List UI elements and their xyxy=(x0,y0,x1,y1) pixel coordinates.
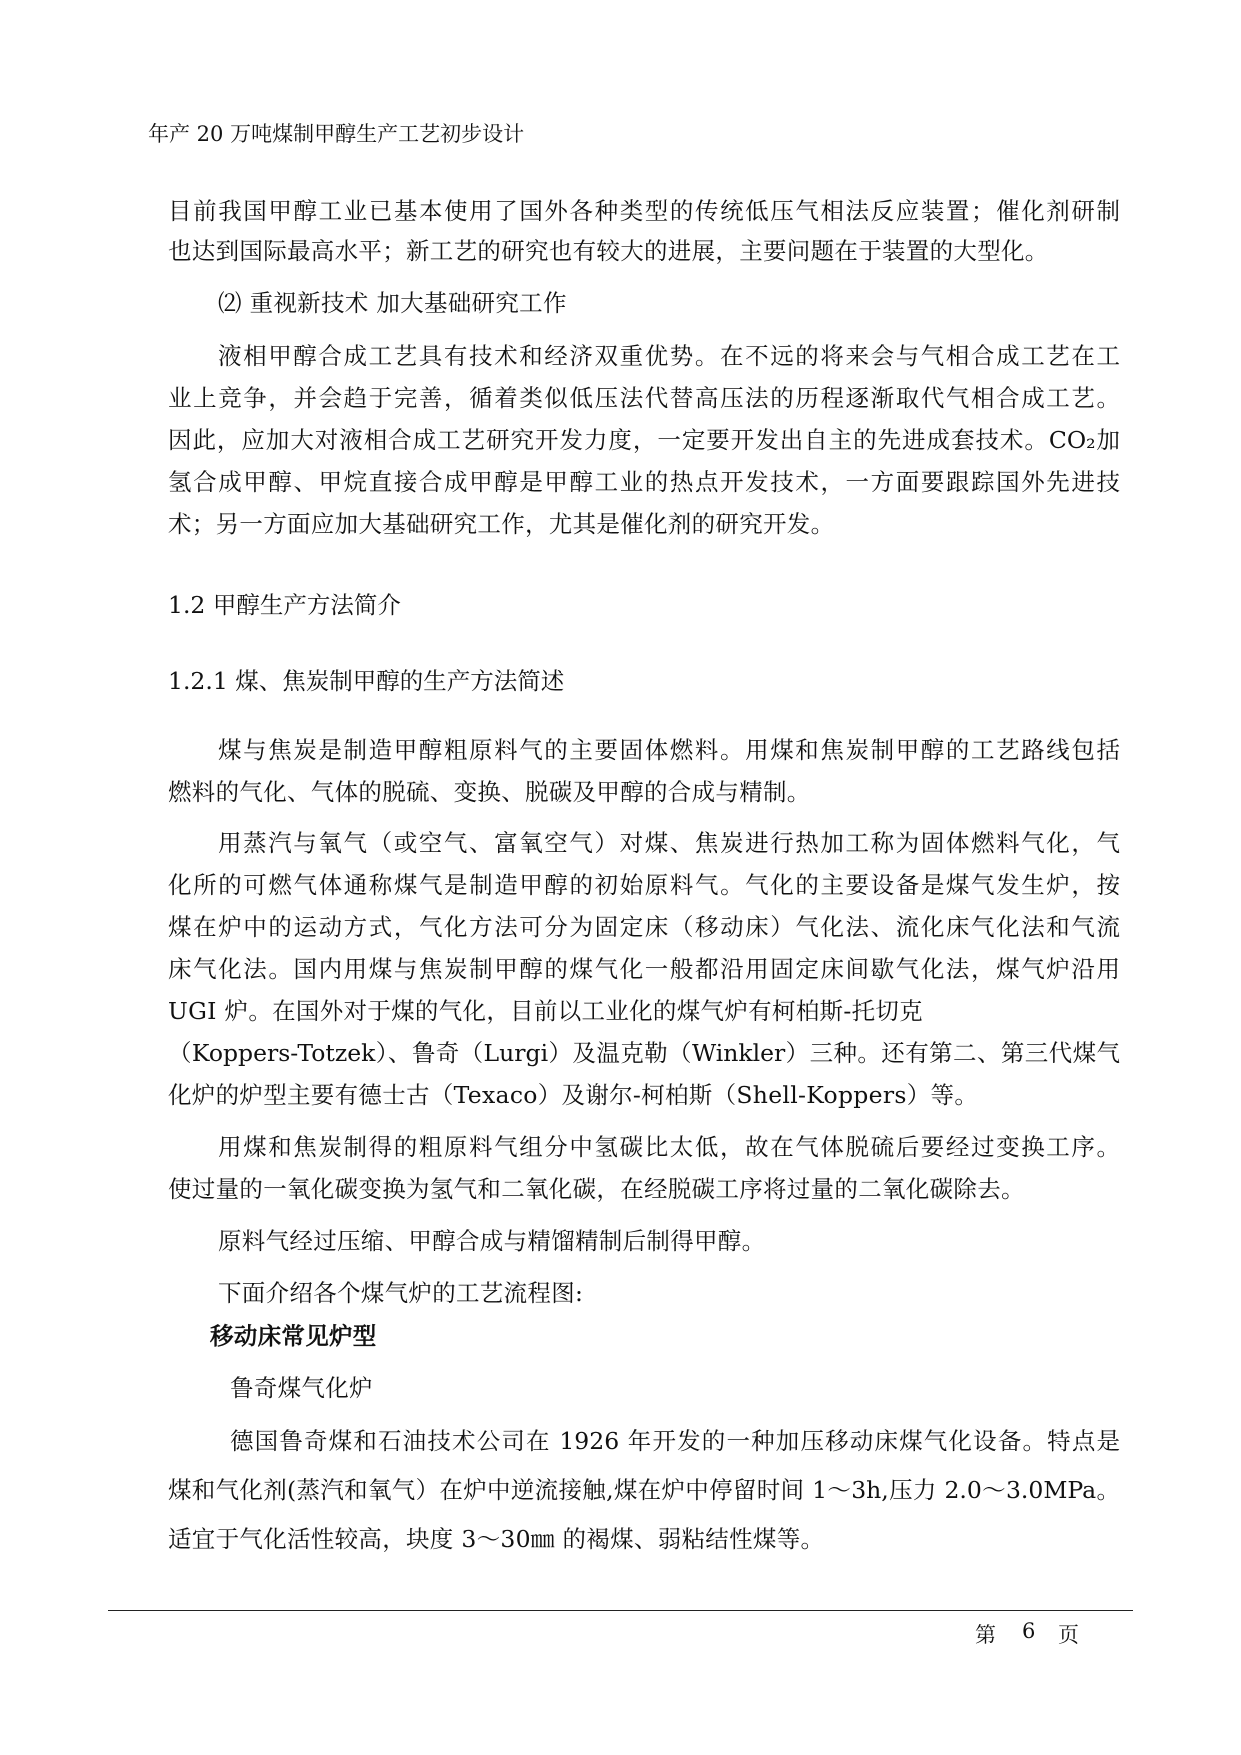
page-number: 6 xyxy=(1022,1619,1036,1643)
body-line: 术；另一方面应加大基础研究工作，尤其是催化剂的研究开发。 xyxy=(168,510,835,538)
body-line: 原料气经过压缩、甲醇合成与精馏精制后制得甲醇。 xyxy=(218,1227,766,1255)
body-line: 液相甲醇合成工艺具有技术和经济双重优势。在不远的将来会与气相合成工艺在工 xyxy=(218,342,1120,370)
body-line: 下面介绍各个煤气炉的工艺流程图: xyxy=(218,1279,584,1307)
body-line: 也达到国际最高水平；新工艺的研究也有较大的进展，主要问题在于装置的大型化。 xyxy=(168,237,1049,265)
body-line: 适宜于气化活性较高，块度 3～30㎜ 的褐煤、弱粘结性煤等。 xyxy=(168,1525,825,1553)
body-line: 氢合成甲醇、甲烷直接合成甲醇是甲醇工业的热点开发技术，一方面要跟踪国外先进技 xyxy=(168,468,1120,496)
body-line: 化炉的炉型主要有德士古（Texaco）及谢尔-柯柏斯（Shell-Koppers）等。 xyxy=(168,1081,979,1109)
body-line: 燃料的气化、气体的脱硫、变换、脱碳及甲醇的合成与精制。 xyxy=(168,778,811,806)
section-heading: 1.2 甲醇生产方法简介 xyxy=(168,591,401,619)
body-line: 用煤和焦炭制得的粗原料气组分中氢碳比太低，故在气体脱硫后要经过变换工序。 xyxy=(218,1133,1120,1161)
body-line: 床气化法。国内用煤与焦炭制甲醇的煤气化一般都沿用固定床间歇气化法，煤气炉沿用 xyxy=(168,955,1120,983)
body-line: 业上竞争，并会趋于完善，循着类似低压法代替高压法的历程逐渐取代气相合成工艺。 xyxy=(168,384,1120,412)
body-line: 煤在炉中的运动方式，气化方法可分为固定床（移动床）气化法、流化床气化法和气流 xyxy=(168,913,1120,941)
body-line: 使过量的一氧化碳变换为氢气和二氧化碳，在经脱碳工序将过量的二氧化碳除去。 xyxy=(168,1175,1025,1203)
body-line: 目前我国甲醇工业已基本使用了国外各种类型的传统低压气相法反应装置；催化剂研制 xyxy=(168,197,1120,225)
bold-subheading: 移动床常见炉型 xyxy=(210,1322,377,1350)
body-line: 用蒸汽与氧气（或空气、富氧空气）对煤、焦炭进行热加工称为固体燃料气化，气 xyxy=(218,829,1120,857)
footer-label-right: 页 xyxy=(1058,1623,1079,1647)
footer-rule xyxy=(108,1610,1133,1611)
body-line: 煤和气化剂(蒸汽和氧气）在炉中逆流接触,煤在炉中停留时间 1～3h,压力 2.0～3.0MPa。 xyxy=(168,1476,1120,1504)
body-line: UGI 炉。在国外对于煤的气化，目前以工业化的煤气炉有柯柏斯-托切克 xyxy=(168,997,923,1025)
body-line: 化所的可燃气体通称煤气是制造甲醇的初始原料气。气化的主要设备是煤气发生炉，按 xyxy=(168,871,1120,899)
body-line: 因此，应加大对液相合成工艺研究开发力度，一定要开发出自主的先进成套技术。CO₂加 xyxy=(168,426,1120,454)
item-heading: 鲁奇煤气化炉 xyxy=(230,1374,373,1402)
body-line: 煤与焦炭是制造甲醇粗原料气的主要固体燃料。用煤和焦炭制甲醇的工艺路线包括 xyxy=(218,736,1120,764)
body-line: 德国鲁奇煤和石油技术公司在 1926 年开发的一种加压移动床煤气化设备。特点是 xyxy=(230,1427,1120,1455)
subsection-heading: 1.2.1 煤、焦炭制甲醇的生产方法简述 xyxy=(168,667,565,695)
subsection-heading: ⑵ 重视新技术 加大基础研究工作 xyxy=(218,289,567,317)
body-line: （Koppers-Totzek）、鲁奇（Lurgi）及温克勒（Winkler）三种。还有第二、第三代煤气 xyxy=(168,1039,1120,1067)
page-header-title: 年产 20 万吨煤制甲醇生产工艺初步设计 xyxy=(148,122,525,146)
footer-label-left: 第 xyxy=(975,1623,996,1647)
